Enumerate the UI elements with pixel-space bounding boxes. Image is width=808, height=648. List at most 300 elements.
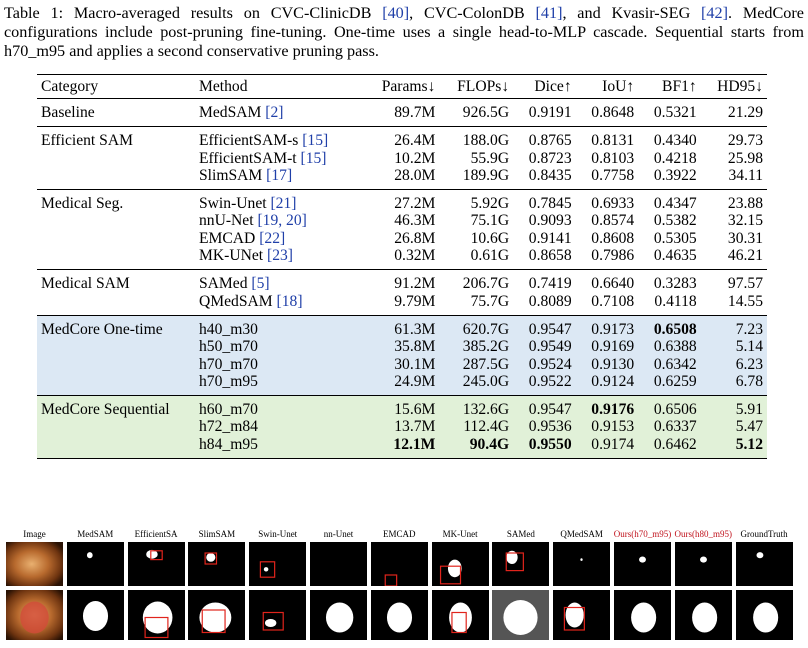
caption-text: . MedCore configurations include post-pruning fine-tuning. One-time uses a single head-to-MLP cascade. Sequential starts from h70_m95 and applies a second conservative pruning pass. xyxy=(4,4,804,60)
hd95-value: 7.23 xyxy=(735,320,763,338)
params-cell xyxy=(364,212,440,229)
dice-value: 0.8435 xyxy=(528,166,572,184)
predicted-region xyxy=(639,557,646,563)
bf1-value: 0.4118 xyxy=(654,292,697,310)
figure-column-label: Ours(h70_m95) xyxy=(613,529,672,539)
header-method: Method xyxy=(195,75,364,99)
dice-cell xyxy=(513,167,576,190)
segmentation-mask xyxy=(675,590,732,640)
bf1-value: 0.6388 xyxy=(653,338,697,356)
header-hd95: HD95↓ xyxy=(701,75,767,99)
segmentation-mask xyxy=(432,542,489,586)
endoscopy-graphic xyxy=(6,590,63,640)
flops-value: 75.1G xyxy=(470,212,510,230)
method-name: h40_m30 xyxy=(199,320,258,338)
segmentation-mask xyxy=(310,590,367,640)
flops-cell xyxy=(439,150,513,167)
category-cell: Medical SAM xyxy=(41,275,130,293)
flops-value: 55.9G xyxy=(470,149,510,167)
hd95-cell xyxy=(701,315,767,338)
method-cell xyxy=(195,99,364,127)
params-cell xyxy=(364,436,440,459)
iou-value: 0.8103 xyxy=(591,149,635,167)
citation-link[interactable]: [19, 20] xyxy=(257,212,307,230)
iou-cell xyxy=(576,247,639,270)
method-cell xyxy=(195,356,364,373)
dice-cell xyxy=(513,418,576,435)
iou-value: 0.9173 xyxy=(591,320,635,338)
iou-cell xyxy=(576,167,639,190)
iou-cell xyxy=(576,270,639,293)
flops-value: 75.7G xyxy=(470,292,510,310)
bf1-value: 0.5321 xyxy=(653,104,697,121)
category-cell: MedCore Sequential xyxy=(37,396,195,459)
flops-value: 90.4G xyxy=(469,435,510,453)
hd95-cell xyxy=(701,270,767,293)
hd95-value: 5.14 xyxy=(735,338,763,356)
iou-cell xyxy=(576,99,639,127)
hd95-cell xyxy=(701,212,767,229)
bf1-value: 0.6462 xyxy=(653,435,697,453)
bf1-value: 0.6508 xyxy=(653,320,697,338)
citation-link[interactable]: [23] xyxy=(267,247,293,265)
dice-value: 0.9522 xyxy=(528,372,572,390)
method-name: h70_m95 xyxy=(199,372,258,390)
params-cell xyxy=(364,230,440,247)
error-highlight-box xyxy=(385,575,396,586)
hd95-value: 6.23 xyxy=(735,355,763,373)
caption-text: , and Kvasir-SEG xyxy=(562,4,702,22)
table-row xyxy=(37,99,767,127)
citation-link[interactable]: [41] xyxy=(535,4,563,22)
iou-value: 0.9174 xyxy=(591,435,635,453)
hd95-value: 34.11 xyxy=(728,166,763,184)
method-name: MedSAM xyxy=(199,104,266,121)
mask-graphic xyxy=(675,542,732,586)
mask-graphic xyxy=(614,590,671,640)
iou-cell xyxy=(576,127,639,150)
method-name: SAMed xyxy=(199,275,252,293)
segmentation-mask xyxy=(188,590,245,640)
mask-graphic xyxy=(492,542,549,586)
bf1-cell xyxy=(638,293,701,316)
predicted-region xyxy=(207,553,216,562)
bf1-cell xyxy=(638,99,701,127)
flops-cell xyxy=(439,127,513,150)
citation-link[interactable]: [15] xyxy=(300,149,327,167)
params-cell xyxy=(364,338,440,355)
citation-link[interactable]: [40] xyxy=(382,4,410,22)
dice-value: 0.7419 xyxy=(528,275,572,293)
flops-value: 620.7G xyxy=(462,320,510,338)
iou-cell xyxy=(576,436,639,459)
flops-value: 188.0G xyxy=(462,132,510,150)
header-category: Category xyxy=(37,75,195,99)
mask-graphic xyxy=(614,542,671,586)
predicted-region xyxy=(264,567,269,571)
flops-cell xyxy=(439,293,513,316)
bf1-cell xyxy=(638,356,701,373)
method-name: h60_m70 xyxy=(199,401,258,419)
bf1-cell xyxy=(638,396,701,419)
table-group xyxy=(37,270,767,316)
method-cell xyxy=(195,190,364,213)
method-cell xyxy=(195,436,364,459)
figure-column-label: Ours(h80_m95) xyxy=(674,529,733,539)
hd95-cell xyxy=(701,99,767,127)
hd95-value: 32.15 xyxy=(727,212,763,230)
flops-value: 926.5G xyxy=(462,104,510,121)
iou-value: 0.7758 xyxy=(591,166,635,184)
iou-cell xyxy=(576,212,639,229)
caption-text: Table 1: Macro-averaged results on CVC-ClinicDB xyxy=(4,4,383,22)
dice-value: 0.9141 xyxy=(528,229,572,247)
iou-value: 0.6640 xyxy=(591,275,635,293)
caption-text: , CVC-ColonDB xyxy=(409,4,536,22)
flops-value: 385.2G xyxy=(462,338,510,356)
iou-cell xyxy=(576,150,639,167)
table-header xyxy=(37,75,767,99)
mask-graphic xyxy=(188,542,245,586)
method-cell xyxy=(195,373,364,396)
segmentation-mask xyxy=(249,590,306,640)
dice-value: 0.9524 xyxy=(528,355,572,373)
figure-column-label: MedSAM xyxy=(77,529,114,539)
bf1-value: 0.4340 xyxy=(653,132,697,150)
flops-cell xyxy=(439,190,513,213)
hd95-cell xyxy=(701,167,767,190)
method-cell xyxy=(195,212,364,229)
figure-column-label: EMCAD xyxy=(383,529,416,539)
flops-value: 189.9G xyxy=(462,166,510,184)
params-value: 30.1M xyxy=(394,355,436,373)
flops-cell xyxy=(439,167,513,190)
mask-graphic xyxy=(371,542,428,586)
mask-graphic xyxy=(553,542,610,586)
iou-value: 0.9153 xyxy=(591,418,635,436)
params-value: 26.8M xyxy=(394,229,436,247)
mask-graphic xyxy=(188,590,245,640)
predicted-region xyxy=(581,558,583,561)
citation-link[interactable]: [21] xyxy=(270,195,297,213)
bf1-value: 0.6337 xyxy=(653,418,697,436)
bf1-cell xyxy=(638,247,701,270)
header-dice: Dice↑ xyxy=(513,75,576,99)
predicted-region xyxy=(448,560,462,578)
hd95-cell xyxy=(701,230,767,247)
dice-cell xyxy=(513,270,576,293)
dice-value: 0.9536 xyxy=(528,418,572,436)
bf1-value: 0.3922 xyxy=(653,166,697,184)
bf1-value: 0.5305 xyxy=(653,229,697,247)
segmentation-mask xyxy=(675,542,732,586)
figure-column-label: Swin-Unet xyxy=(258,529,298,539)
citation-link[interactable]: [15] xyxy=(302,132,329,150)
predicted-region xyxy=(387,603,412,633)
mask-graphic xyxy=(128,590,185,640)
flops-cell xyxy=(439,338,513,355)
endoscopy-image xyxy=(6,590,63,640)
iou-cell xyxy=(576,293,639,316)
dice-cell xyxy=(513,293,576,316)
endoscopy-image xyxy=(6,542,63,586)
citation-link[interactable]: [5] xyxy=(251,275,270,293)
flops-cell xyxy=(439,418,513,435)
params-value: 24.9M xyxy=(394,372,436,390)
bf1-cell xyxy=(638,230,701,247)
predicted-region xyxy=(87,552,93,558)
flops-cell xyxy=(439,270,513,293)
flops-value: 0.61G xyxy=(470,247,510,265)
hd95-value: 46.21 xyxy=(727,247,763,265)
flops-cell xyxy=(439,373,513,396)
segmentation-mask xyxy=(614,542,671,586)
header-row xyxy=(37,75,767,99)
bf1-cell xyxy=(638,190,701,213)
flops-cell xyxy=(439,230,513,247)
segmentation-mask xyxy=(371,590,428,640)
header-bf1: BF1↑ xyxy=(638,75,701,99)
iou-cell xyxy=(576,315,639,338)
iou-value: 0.7986 xyxy=(591,247,635,265)
params-cell xyxy=(364,150,440,167)
qualitative-figure xyxy=(4,528,804,642)
params-value: 46.3M xyxy=(394,212,436,230)
dice-cell xyxy=(513,338,576,355)
hd95-value: 5.12 xyxy=(735,435,763,453)
polyp-region xyxy=(20,602,49,634)
mask-graphic xyxy=(67,590,124,640)
flops-value: 10.6G xyxy=(470,229,510,247)
params-value: 27.2M xyxy=(394,195,436,213)
params-cell xyxy=(364,99,440,127)
predicted-region xyxy=(504,600,538,635)
citation-link[interactable]: [17] xyxy=(266,166,293,184)
mask-graphic xyxy=(492,590,549,640)
dice-cell xyxy=(513,190,576,213)
dice-value: 0.8765 xyxy=(528,132,572,150)
mask-graphic xyxy=(310,542,367,586)
params-cell xyxy=(364,270,440,293)
citation-link[interactable]: [18] xyxy=(276,292,303,310)
segmentation-mask xyxy=(736,542,793,586)
segmentation-mask xyxy=(128,590,185,640)
hd95-value: 14.55 xyxy=(727,292,763,310)
mask-graphic xyxy=(310,590,367,640)
segmentation-mask xyxy=(492,542,549,586)
dice-cell xyxy=(513,230,576,247)
params-value: 9.79M xyxy=(394,292,436,310)
flops-value: 245.0G xyxy=(462,372,510,390)
bf1-cell xyxy=(638,418,701,435)
bf1-value: 0.4218 xyxy=(653,149,697,167)
category-cell: MedCore One-time xyxy=(37,315,195,395)
method-name: Swin-Unet xyxy=(199,195,271,213)
mask-graphic xyxy=(67,542,124,586)
params-value: 15.6M xyxy=(394,401,436,419)
figure-column-label: SAMed xyxy=(506,529,535,539)
method-name: EfficientSAM-s xyxy=(199,132,303,150)
predicted-region xyxy=(83,601,108,631)
mask-graphic xyxy=(128,542,185,586)
method-cell xyxy=(195,150,364,167)
predicted-region xyxy=(631,603,656,633)
bf1-cell xyxy=(638,315,701,338)
mask-graphic xyxy=(432,590,489,640)
method-name: nnU-Net xyxy=(199,212,258,230)
table-group xyxy=(37,315,767,395)
params-value: 13.7M xyxy=(394,418,436,436)
table-row xyxy=(37,396,767,419)
segmentation-mask xyxy=(310,542,367,586)
predicted-region xyxy=(756,552,763,558)
flops-cell xyxy=(439,247,513,270)
method-name: h50_m70 xyxy=(199,338,258,356)
flops-value: 287.5G xyxy=(462,355,510,373)
method-name: SlimSAM xyxy=(199,166,267,184)
iou-value: 0.9169 xyxy=(591,338,635,356)
dice-value: 0.9191 xyxy=(528,104,572,121)
bf1-cell xyxy=(638,150,701,167)
iou-value: 0.8608 xyxy=(591,229,635,247)
method-cell xyxy=(195,396,364,419)
hd95-cell xyxy=(701,150,767,167)
hd95-value: 29.73 xyxy=(727,132,763,150)
params-value: 26.4M xyxy=(394,132,436,150)
figure-column-label: nn-Unet xyxy=(323,529,354,539)
params-value: 89.7M xyxy=(394,104,436,121)
bf1-value: 0.4635 xyxy=(653,247,697,265)
segmentation-mask xyxy=(432,590,489,640)
bf1-cell xyxy=(638,167,701,190)
segmentation-mask xyxy=(553,542,610,586)
citation-link[interactable]: [2] xyxy=(265,104,284,121)
hd95-cell xyxy=(701,418,767,435)
params-cell xyxy=(364,167,440,190)
segmentation-mask xyxy=(67,590,124,640)
params-cell xyxy=(364,247,440,270)
segmentation-mask xyxy=(736,590,793,640)
category-cell: Efficient SAM xyxy=(41,132,133,150)
hd95-cell xyxy=(701,127,767,150)
params-cell xyxy=(364,315,440,338)
bf1-cell xyxy=(638,127,701,150)
hd95-value: 21.29 xyxy=(727,104,763,121)
method-name: QMedSAM xyxy=(199,292,277,310)
params-value: 12.1M xyxy=(393,435,436,453)
hd95-cell xyxy=(701,396,767,419)
hd95-cell xyxy=(701,247,767,270)
predicted-region xyxy=(753,603,778,633)
segmentation-mask xyxy=(492,590,549,640)
figure-column-label: Image xyxy=(23,529,46,539)
endoscopy-background xyxy=(6,542,63,586)
dice-value: 0.9547 xyxy=(528,320,572,338)
params-cell xyxy=(364,190,440,213)
table-group xyxy=(37,396,767,459)
method-cell xyxy=(195,167,364,190)
dice-value: 0.9549 xyxy=(528,338,572,356)
method-cell xyxy=(195,338,364,355)
endoscopy-graphic xyxy=(6,542,63,586)
dice-cell xyxy=(513,396,576,419)
segmentation-mask xyxy=(371,542,428,586)
dice-value: 0.8658 xyxy=(528,247,572,265)
bf1-value: 0.4347 xyxy=(653,195,697,213)
mask-graphic xyxy=(675,590,732,640)
params-cell xyxy=(364,127,440,150)
iou-cell xyxy=(576,190,639,213)
hd95-value: 97.57 xyxy=(727,275,763,293)
category-cell: Medical Seg. xyxy=(41,195,124,213)
table-row xyxy=(37,127,767,150)
dice-cell xyxy=(513,127,576,150)
table-group xyxy=(37,99,767,127)
mask-graphic xyxy=(249,590,306,640)
figure-column-label: SlimSAM xyxy=(198,529,236,539)
hd95-value: 5.47 xyxy=(735,418,763,436)
iou-value: 0.7108 xyxy=(591,292,635,310)
method-cell xyxy=(195,247,364,270)
dice-cell xyxy=(513,315,576,338)
dice-cell xyxy=(513,436,576,459)
params-value: 61.3M xyxy=(394,320,436,338)
params-cell xyxy=(364,356,440,373)
flops-cell xyxy=(439,99,513,127)
segmentation-mask xyxy=(128,542,185,586)
segmentation-mask xyxy=(614,590,671,640)
segmentation-mask xyxy=(249,542,306,586)
table-group xyxy=(37,127,767,190)
mask-graphic xyxy=(736,590,793,640)
params-value: 0.32M xyxy=(394,247,436,265)
flops-value: 112.4G xyxy=(463,418,510,436)
hd95-cell xyxy=(701,293,767,316)
hd95-value: 25.98 xyxy=(727,149,763,167)
iou-cell xyxy=(576,356,639,373)
iou-value: 0.8574 xyxy=(591,212,635,230)
mask-graphic xyxy=(371,590,428,640)
results-table xyxy=(37,74,767,459)
dice-value: 0.8723 xyxy=(528,149,572,167)
predicted-region xyxy=(692,603,717,633)
citation-link[interactable]: [42] xyxy=(701,4,729,22)
dice-cell xyxy=(513,150,576,167)
dice-cell xyxy=(513,99,576,127)
iou-value: 0.6933 xyxy=(591,195,635,213)
params-cell xyxy=(364,373,440,396)
iou-value: 0.8648 xyxy=(591,104,635,121)
flops-cell xyxy=(439,212,513,229)
hd95-cell xyxy=(701,356,767,373)
params-cell xyxy=(364,293,440,316)
category-cell: Baseline xyxy=(41,104,95,121)
bf1-cell xyxy=(638,212,701,229)
bf1-cell xyxy=(638,373,701,396)
predicted-region xyxy=(700,557,707,563)
hd95-cell xyxy=(701,190,767,213)
dice-cell xyxy=(513,373,576,396)
segmentation-mask xyxy=(188,542,245,586)
citation-link[interactable]: [22] xyxy=(259,229,286,247)
flops-cell xyxy=(439,436,513,459)
method-cell xyxy=(195,230,364,247)
table-caption xyxy=(4,4,804,61)
params-cell xyxy=(364,418,440,435)
mask-graphic xyxy=(553,590,610,640)
iou-cell xyxy=(576,396,639,419)
params-value: 10.2M xyxy=(394,149,436,167)
